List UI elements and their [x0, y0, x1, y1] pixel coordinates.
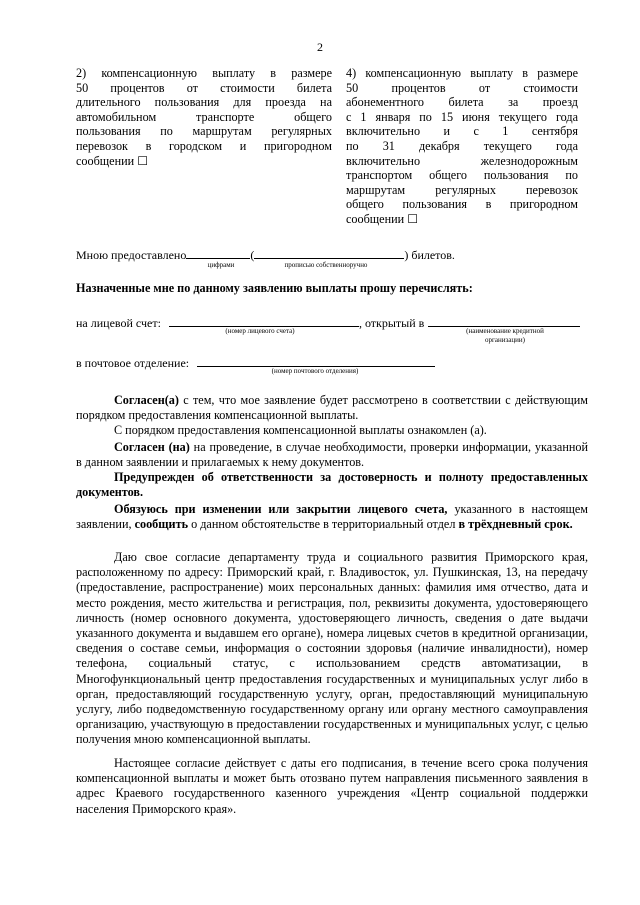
agree-review-paragraph: Согласен(а) с тем, что мое заявление будет рассмотрено в соответствии с действующим порядком предоставления компенсационной выплаты. — [76, 393, 588, 423]
option-checkbox[interactable]: ☐ — [137, 153, 149, 168]
option-last-text: сообщении — [346, 211, 408, 226]
validity-paragraph: Настоящее согласие действует с даты его подписания, в течение всего срока получения компенсационной выплаты и может быть отозвано путем направления письменного заявления в адрес Краевого государственного казенного учреждения «Центр социальной поддержки населения Приморского края». — [76, 756, 588, 816]
option-line: по 31 декабря текущего года — [346, 138, 578, 153]
option-4-text — [346, 66, 578, 227]
option-line: 4) компенсационную выплату в размере — [346, 66, 578, 80]
bank-name-field[interactable] — [428, 314, 580, 327]
option-line: абонементного билета за проезд — [346, 95, 578, 110]
option-line: длительного пользования для проезда на — [76, 95, 332, 110]
payment-heading: Назначенные мне по данному заявлению выплаты прошу перечислять: — [76, 281, 473, 295]
option-line: 2) компенсационную выплату в размере — [76, 66, 332, 80]
option-line: перевозок в городском и пригородном — [76, 138, 332, 153]
option-line: маршрутам регулярных перевозок — [346, 182, 578, 197]
tickets-open-paren: ( — [250, 248, 255, 262]
option-line: включительно железнодорожным — [346, 153, 578, 168]
option-line: пользования по маршрутам регулярных — [76, 124, 332, 139]
agree-check-paragraph: Согласен (на) на проведение, в случае необходимости, проверки информации, указанной в данном заявлении и прилагаемых к нему документов. — [76, 440, 588, 470]
option-last-line — [76, 154, 332, 169]
account-number-field[interactable] — [169, 314, 359, 327]
post-office-field[interactable] — [197, 354, 435, 367]
warned-paragraph: Предупрежден об ответственности за достоверность и полноту предоставленных документов. — [76, 470, 588, 500]
post-label: в почтовое отделение: — [76, 356, 190, 370]
option-line: автомобильном транспорте общего — [76, 109, 332, 124]
caption-digits: цифрами — [207, 261, 235, 269]
familiar-paragraph: С порядком предоставления компенсационной выплаты ознакомлен (а). — [114, 423, 487, 437]
caption-post: (номер почтового отделения) — [271, 367, 359, 375]
option-last-line — [346, 212, 578, 227]
tickets-digits-field[interactable] — [186, 246, 250, 259]
account-opened-in: , открытый в — [358, 316, 425, 330]
oblige-paragraph: Обязуюсь при изменении или закрытии лицевого счета, указанного в настоящем заявлении, сообщить о данном обстоятельстве в территориальный отдел в трёхдневный срок. — [76, 502, 588, 532]
tickets-words-field[interactable] — [254, 246, 404, 259]
option-checkbox[interactable]: ☐ — [407, 211, 419, 226]
option-line: с 1 января по 15 июня текущего года — [346, 109, 578, 124]
tickets-suffix: ) билетов. — [404, 248, 455, 262]
option-line: включительно и с 1 сентября — [346, 124, 578, 139]
tickets-prefix: Мною предоставлено — [76, 248, 187, 262]
caption-org-1: (наименование кредитной — [466, 327, 544, 335]
option-last-text: сообщении — [76, 153, 138, 168]
option-2-text — [76, 66, 332, 168]
option-line: 50 процентов от стоимости билета — [76, 80, 332, 95]
account-label: на лицевой счет: — [76, 316, 161, 330]
caption-words: прописью собственноручно — [284, 261, 368, 269]
option-line: общего пользования в пригородном — [346, 197, 578, 212]
consent-paragraph: Даю свое согласие департаменту труда и социального развития Приморского края, расположенному по адресу: Приморский край, г. Владивосток, ул. Пушкинская, 13, на передачу (предоставление, распространение) моих персональных данных: фамилия имя отчество, дата и место рождения, место жительства и регистрация, пол, реквизиты документа, удостоверяющего личность (номер основного документа, удостоверяющего личность, сведения о дате выдачи указанного документа и выдавшем его органе), номера лицевых счетов в кредитной организации, сведения о составе семьи, информация о состоянии здоровья (наличие инвалидности), номер телефона, социальный статус, с использованием средств автоматизации, в Многофункциональный центр предоставления государственных и муниципальных услуг либо в орган, предоставляющий государственную услугу, орган, предоставляющий муниципальную услугу, либо подведомственную государственному органу или органу местного самоуправления организацию, участвующую в предоставлении государственных и муниципальных услуг, с целью получения мною компенсационной выплаты. — [76, 550, 588, 747]
option-line: 50 процентов от стоимости — [346, 80, 578, 95]
page-number: 2 — [317, 40, 323, 54]
option-line: транспортом общего пользования по — [346, 168, 578, 183]
caption-org-2: организации) — [485, 336, 525, 344]
caption-account: (номер лицевого счета) — [225, 327, 295, 335]
